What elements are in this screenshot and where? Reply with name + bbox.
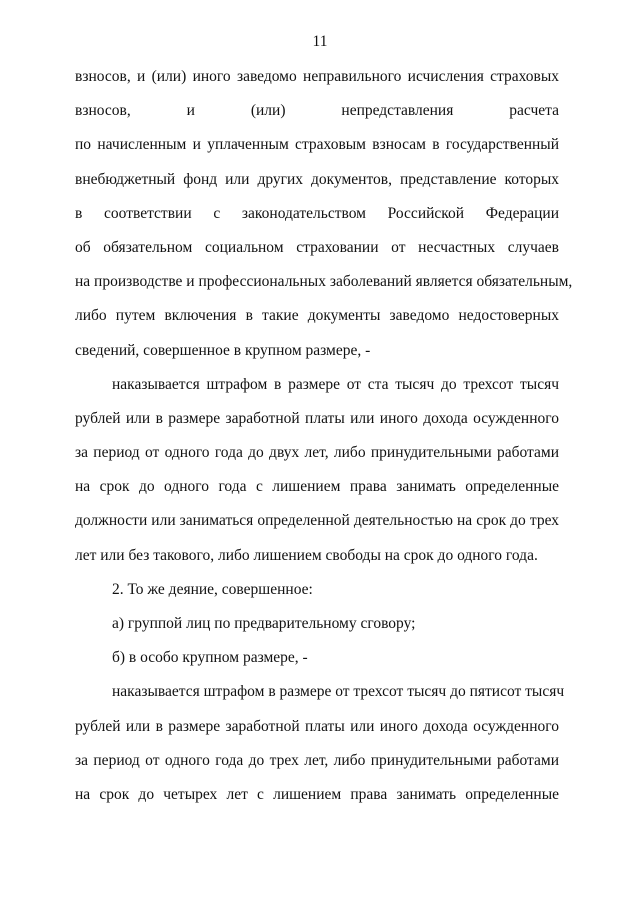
text-line: на срок до четырех лет с лишением права занимать определенные — [75, 785, 559, 803]
text-line: должности или заниматься определенной деятельностью на срок до трех — [75, 512, 559, 530]
text-line: внебюджетный фонд или других документов, представление которых — [75, 170, 559, 188]
text-line: рублей или в размере заработной платы или иного дохода осужденного — [75, 717, 559, 735]
text-line: в соответствии с законодательством Российской Федерации — [75, 204, 559, 222]
page-number: 11 — [312, 33, 328, 50]
text-line: взносов, и (или) непредставления расчета — [75, 102, 559, 120]
text-line: сведений, совершенное в крупном размере, - — [75, 341, 371, 359]
text-line: по начисленным и уплаченным страховым взносам в государственный — [75, 136, 559, 154]
text-line: взносов, и (или) иного заведомо неправильного исчисления страховых — [75, 68, 559, 85]
text-line: наказывается штрафом в размере от ста тысяч до трехсот тысяч — [112, 375, 559, 393]
text-line: рублей или в размере заработной платы или иного дохода осужденного — [75, 409, 559, 427]
text-line: либо путем включения в такие документы заведомо недостоверных — [75, 307, 559, 325]
text-line: а) группой лиц по предварительному сговору; — [112, 615, 416, 632]
text-line: об обязательном социальном страховании от несчастных случаев — [75, 238, 559, 256]
document-body — [75, 60, 573, 812]
text-line: за период от одного года до трех лет, либо принудительными работами — [75, 751, 559, 769]
text-line: на производстве и профессиональных заболеваний является обязательным, — [75, 273, 573, 291]
text-line: б) в особо крупном размере, - — [112, 649, 308, 667]
text-line: за период от одного года до двух лет, либо принудительными работами — [75, 444, 559, 462]
text-line: лет или без такового, либо лишением свободы на срок до одного года. — [75, 546, 538, 564]
text-line: 2. То же деяние, совершенное: — [112, 580, 313, 598]
text-line: наказывается штрафом в размере от трехсот тысяч до пятисот тысяч — [112, 683, 565, 701]
text-line: на срок до одного года с лишением права занимать определенные — [75, 478, 559, 496]
